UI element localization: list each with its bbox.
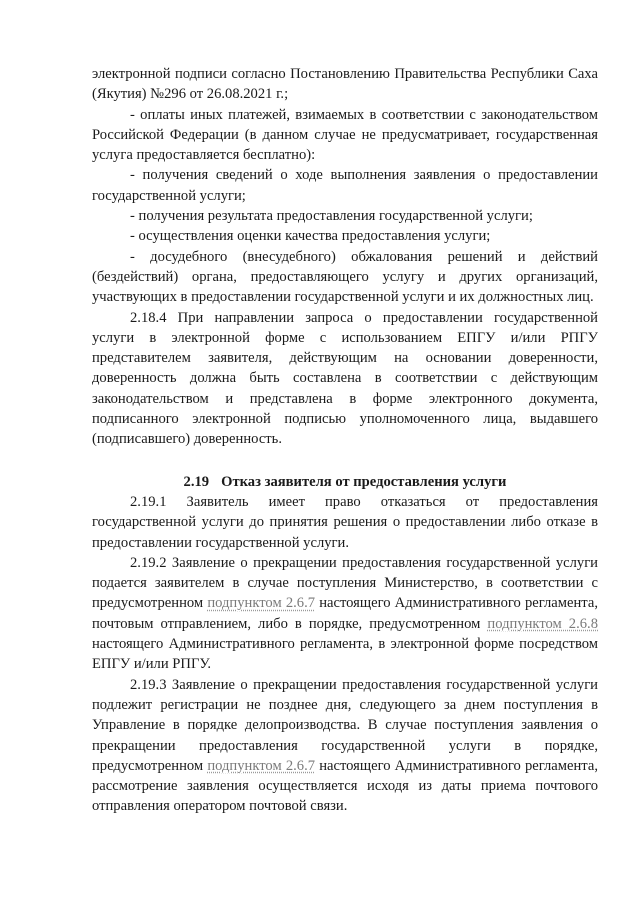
text-segment: настоящего Административного регламента, рассмотрение заявления осуществляется исходя из даты приема почтового отправления оператором почтовой связи. [92, 757, 598, 815]
paragraph-signature: электронной подписи согласно Постановлению Правительства Республики Саха (Якутия) №296 от 26.08.2021 г.; [92, 66, 598, 103]
link-subpoint-2-6-8[interactable]: подпунктом 2.6.8 [487, 615, 598, 632]
text-segment: 2.19.2 Заявление о прекращении предоставления государственной услуги подается заявителем в случае поступления Министерство, в соответствии с предусмотренном [92, 554, 598, 612]
paragraph-appeal: - досудебного (внесудебного) обжалования решений и действий (бездействий) органа, предоставляющего услугу и других организаций, участвующих в предоставлении государственной услуги и их должностных лиц. [92, 248, 598, 306]
paragraph-2-19-3 [92, 675, 598, 817]
link-subpoint-2-6-7[interactable]: подпунктом 2.6.7 [207, 595, 316, 612]
paragraph-2-19-1: 2.19.1 Заявитель имеет право отказаться от предоставления государственной услуги до принятия решения о предоставлении либо отказе в предоставлении государственной услуги. [92, 493, 598, 551]
text-segment: 2.19.3 Заявление о прекращении предоставления государственной услуги подлежит регистрации не позднее дня, следующего за днем поступления в Управление в порядке делопроизводства. В случае поступления заявления о прекращении предоставления государственной услуги в порядке, предусмотренном [92, 676, 598, 774]
text-segment: настоящего Административного регламента, в электронной форме посредством ЕПГУ и/или РПГУ. [92, 636, 598, 673]
link-subpoint-2-6-7[interactable]: подпунктом 2.6.7 [207, 757, 316, 774]
section-gap [92, 450, 598, 472]
paragraph-status-info: - получения сведений о ходе выполнения заявления о предоставлении государственной услуги; [92, 167, 598, 204]
section-number: 2.19 [183, 473, 210, 490]
paragraph-2-19-2 [92, 553, 598, 675]
document-page [92, 64, 598, 817]
text-segment: настоящего Административного регламента, почтовым отправлением, либо в порядке, предусмотренном [92, 595, 598, 632]
paragraph-quality: - осуществления оценки качества предоставления услуги; [130, 228, 491, 245]
paragraph-other-payments: - оплаты иных платежей, взимаемых в соответствии с законодательством Российской Федерации (в данном случае не предусматривает, государственная услуга предоставляется бесплатно): [92, 106, 598, 164]
section-title: Отказ заявителя от предоставления услуги [221, 473, 507, 490]
paragraph-2-18-4: 2.18.4 При направлении запроса о предоставлении государственной услуги в электронной форме с использованием ЕПГУ и/или РПГУ представителем заявителя, действующим на основании доверенности, доверенность должна быть составлена в соответствии с действующим законодательством и представлена в форме электронного документа, подписанного электронной подписью уполномоченного лица, выдавшего (подписавшего) доверенность. [92, 309, 598, 448]
paragraph-result: - получения результата предоставления государственной услуги; [130, 208, 533, 225]
section-heading [92, 472, 598, 492]
